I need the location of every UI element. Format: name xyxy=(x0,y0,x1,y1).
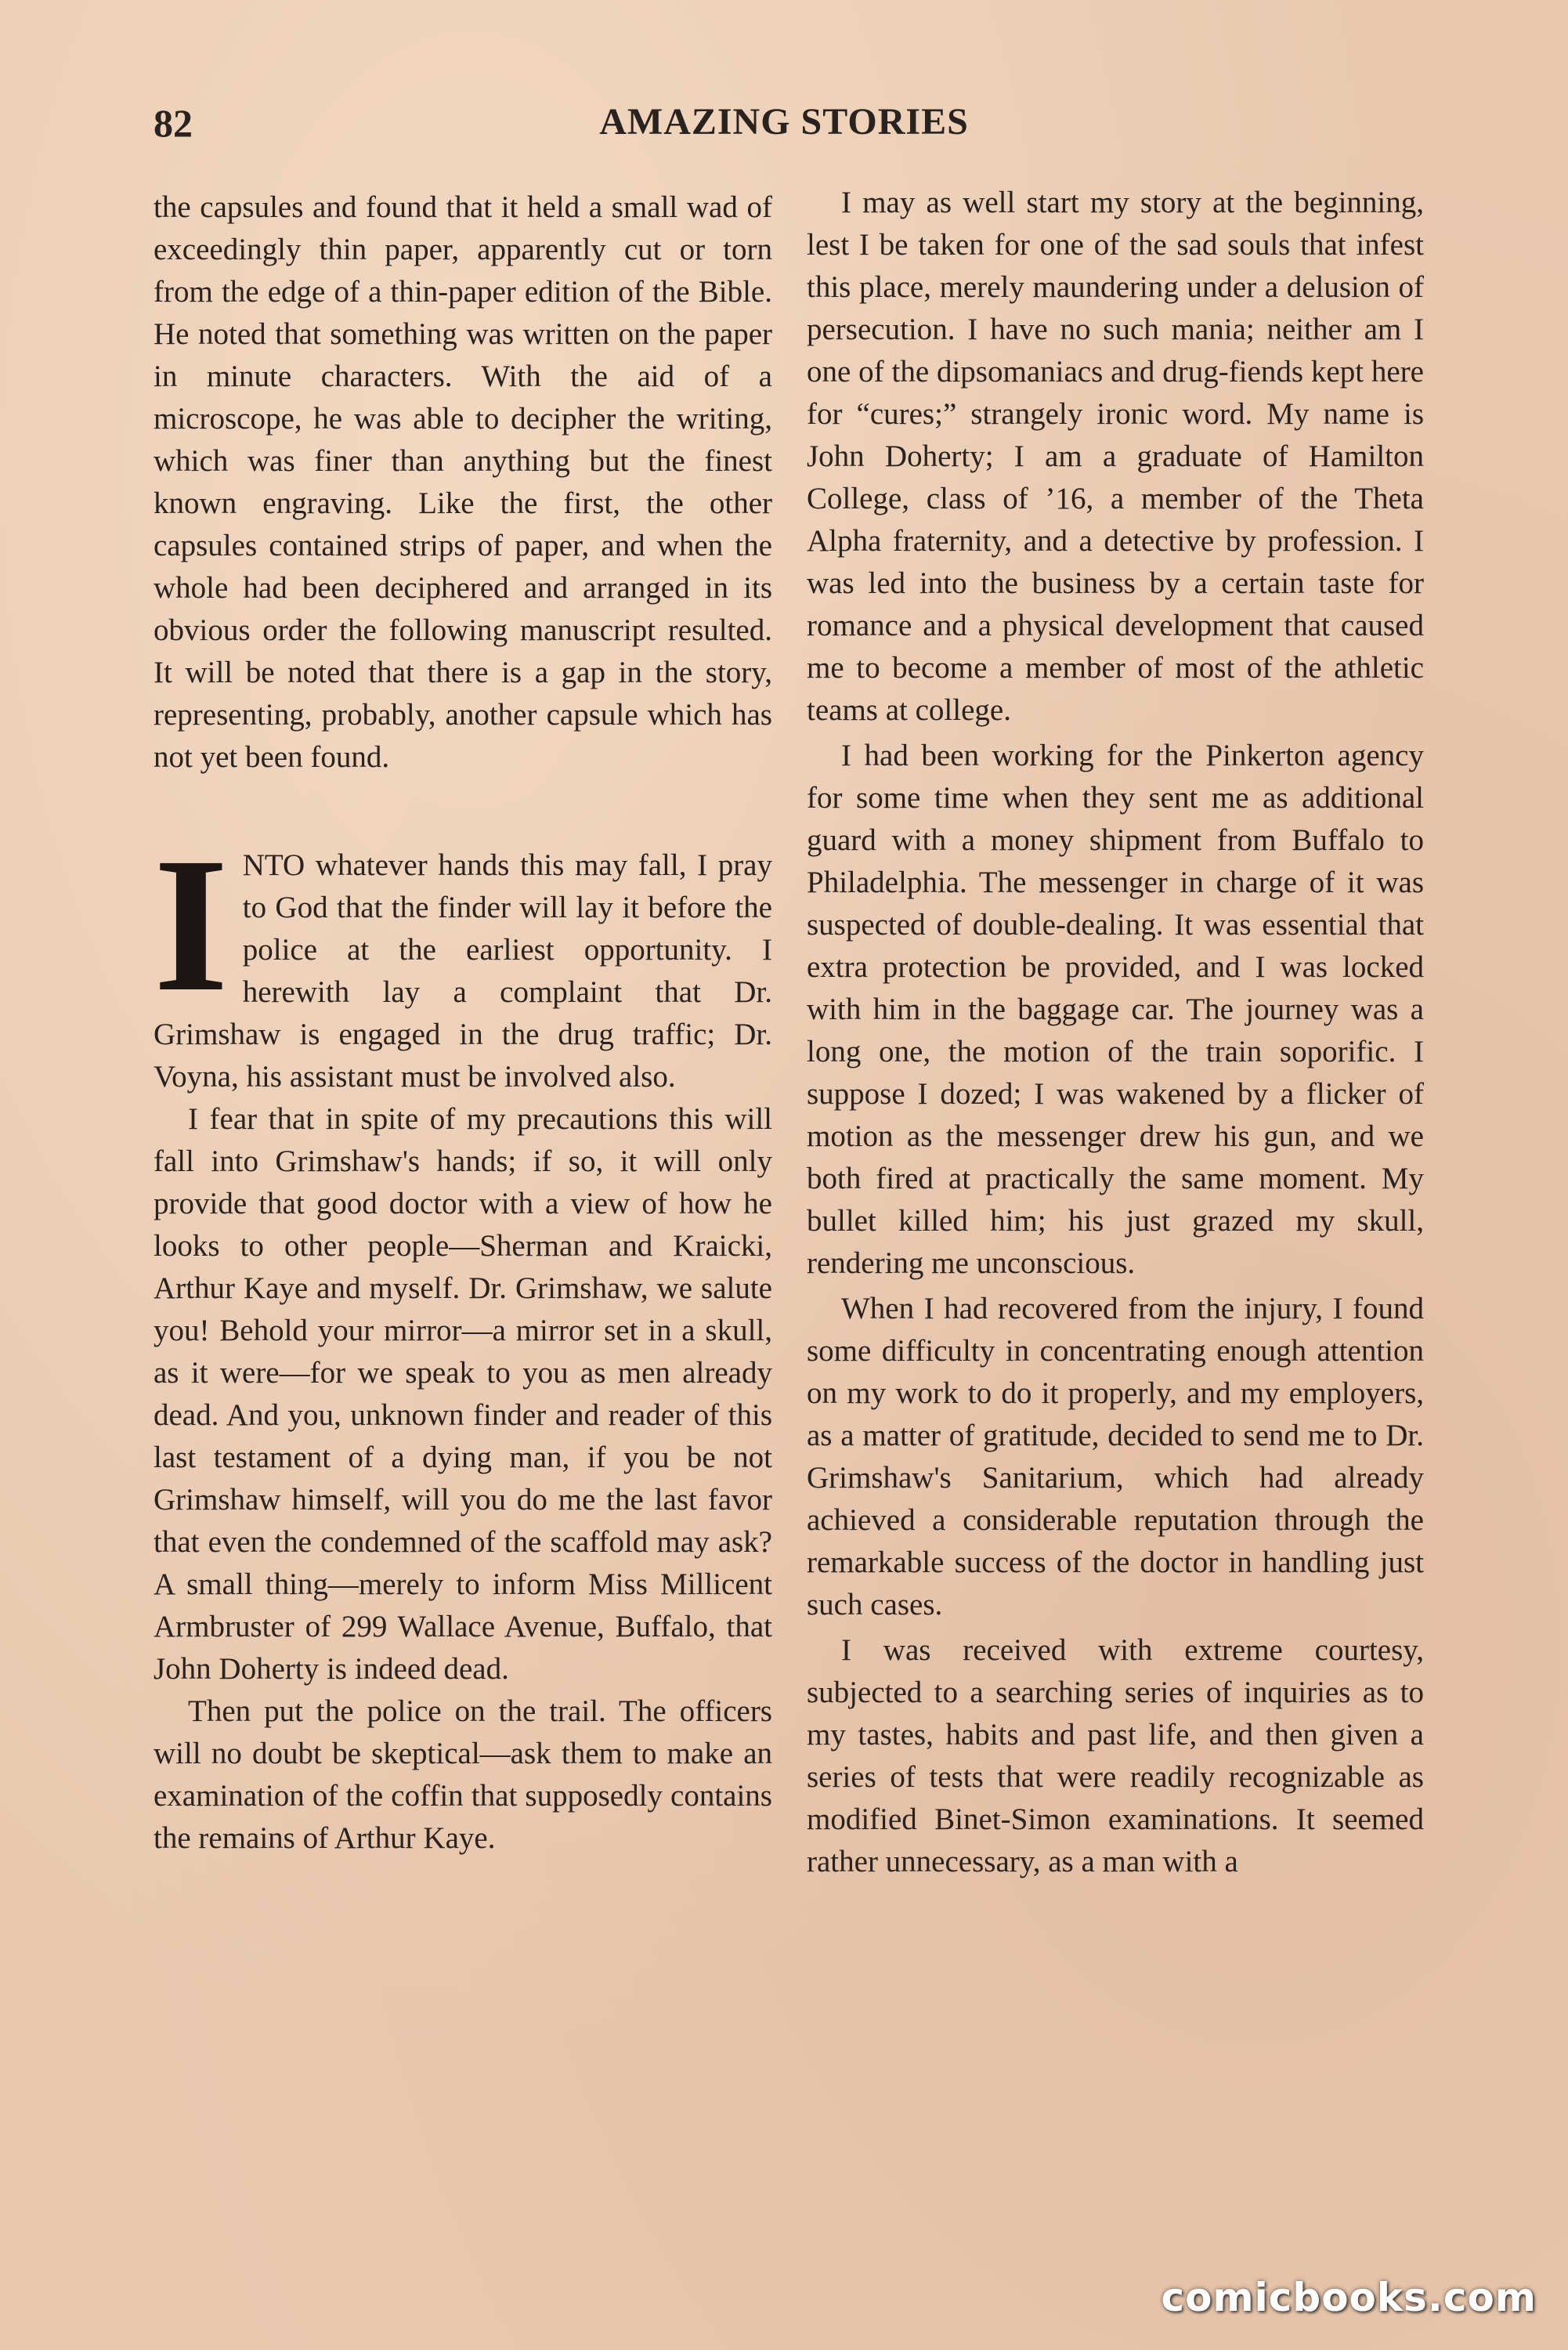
magazine-title: AMAZING STORIES xyxy=(599,101,969,143)
drop-cap: I xyxy=(154,819,229,1032)
right-column xyxy=(807,182,1424,1883)
paragraph: I had been working for the Pinkerton agency for some time when they sent me as additional guard with a money shipment from Buffalo to Philadelphia. The messenger in charge of it was suspected of double-dealing. It was essential that extra protection be provided, and I was locked with him in the baggage car. The journey was a long one, the motion of the train soporific. I suppose I dozed; I was wakened by a flicker of motion as the messenger drew his gun, and we both fired at practically the same moment. My bullet killed him; his just grazed my skull, rendering me unconscious. xyxy=(807,739,1424,1280)
section-break xyxy=(154,779,772,844)
paragraph: Then put the police on the trail. The officers will no doubt be skeptical—ask them to make an examination of the coffin that supposedly contains the remains of Arthur Kaye. xyxy=(154,1694,772,1855)
paragraph xyxy=(154,819,772,1098)
watermark-logo: comicbooks.com xyxy=(1161,2275,1537,2320)
paragraph: I fear that in spite of my precautions this will fall into Grimshaw's hands; if so, it will only provide that good doctor with a view of how he looks to other people—Sherman and Kraicki, Arthur Kaye and myself. Dr. Grimshaw, we salute you! Behold your mirror—a mirror set in a skull, as it were—for we speak to you as men already dead. And you, unknown finder and reader of this last testament of a dying man, if you be not Grimshaw himself, will you do me the last favor that even the condemned of the scaffold may ask? A small thing—merely to inform Miss Millicent Armbruster of 299 Wallace Avenue, Buffalo, that John Doherty is indeed dead. xyxy=(154,1102,772,1686)
left-column xyxy=(154,186,772,1860)
paragraph-text: NTO whatever hands this may fall, I pray to God that the finder will lay it before the police at the earliest opportunity. I herewith lay a complaint that Dr. Grimshaw is engaged in the drug traffic; Dr. Voyna, his assistant must be involved also. xyxy=(154,848,772,1094)
page-number: 82 xyxy=(154,101,193,145)
paragraph: I may as well start my story at the beginning, lest I be taken for one of the sad souls that infest this place, merely maundering under a delusion of persecution. I have no such mania; neither am I one of the dipsomaniacs and drug-fiends kept here for “cures;” strangely ironic word. My name is John Doherty; I am a graduate of Hamilton College, class of ’16, a member of the Theta Alpha fraternity, and a detective by profession. I was led into the business by a certain taste for romance and a physical development that caused me to become a member of most of the athletic teams at college. xyxy=(807,186,1424,727)
paragraph: When I had recovered from the injury, I found some difficulty in concentrating enough attention on my work to do it properly, and my employers, as a matter of gratitude, decided to send me to Dr. Grimshaw's Sanitarium, which had already achieved a considerable reputation through the remarkable success of the doctor in handling just such cases. xyxy=(807,1292,1424,1622)
paragraph: I was received with extreme courtesy, subjected to a searching series of inquiries as to my tastes, habits and past life, and then given a series of tests that were readily recognizable as modified Binet-Simon examinations. It seemed rather unnecessary, as a man with a xyxy=(807,1633,1424,1878)
paragraph: the capsules and found that it held a small wad of exceedingly thin paper, apparently cut or torn from the edge of a thin-paper edition of the Bible. He noted that something was written on the paper in minute characters. With the aid of a microscope, he was able to decipher the writing, which was finer than anything but the finest known engraving. Like the first, the other capsules contained strips of paper, and when the whole had been deciphered and arranged in its obvious order the following manuscript resulted. It will be noted that there is a gap in the story, representing, probably, another capsule which has not yet been found. xyxy=(154,190,772,774)
